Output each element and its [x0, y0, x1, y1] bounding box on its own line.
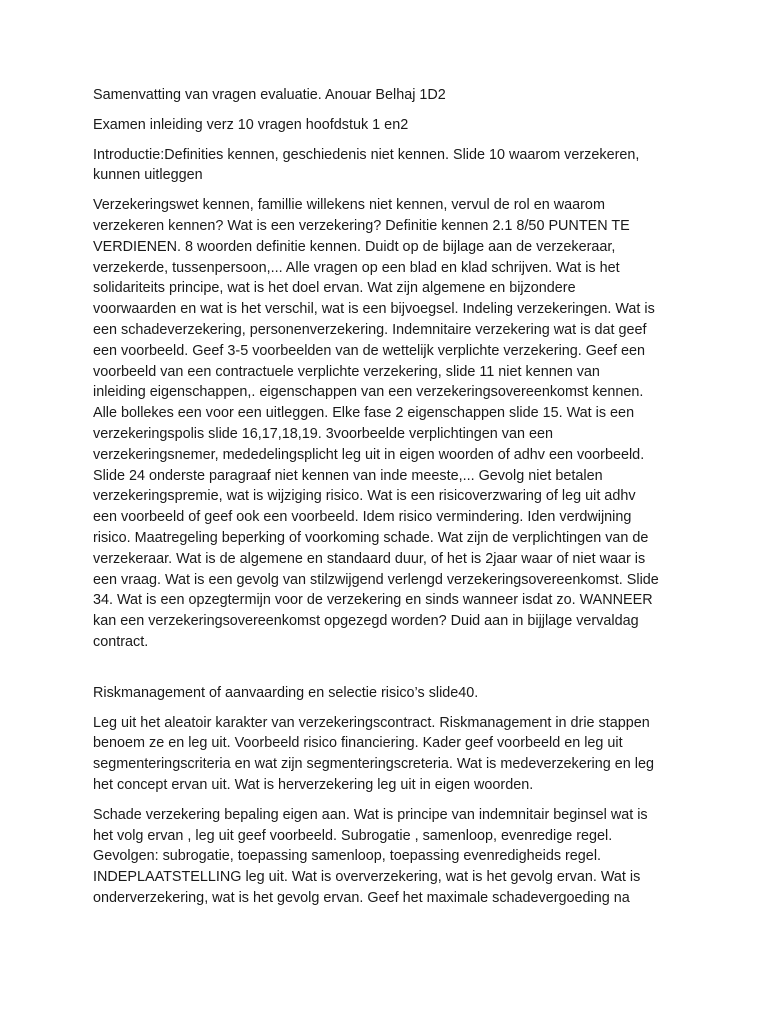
text-line: verzekeren kennen? Wat is een verzekering? Definitie kennen 2.1 8/50 PUNTEN TE [93, 217, 630, 234]
text-line: kan een verzekeringsovereenkomst opgezegd worden? Duid aan in bijjlage vervaldag [93, 613, 639, 630]
text-line: het volg ervan , leg uit geef voorbeeld. Subrogatie , samenloop, evenredige regel. [93, 827, 613, 844]
document-body [93, 85, 683, 918]
text-line: Verzekeringswet kennen, famillie willekens niet kennen, vervul de rol en waarom [93, 197, 605, 214]
text-line: benoem ze en leg uit. Voorbeeld risico financiering. Kader geef voorbeeld en leg uit [93, 735, 623, 752]
text-line: Riskmanagement of aanvaarding en selectie risico’s slide40. [93, 684, 479, 701]
text-line: Examen inleiding verz 10 vragen hoofdstuk 1 en2 [93, 116, 409, 133]
riskmanagement-heading [93, 683, 683, 704]
text-line: onderverzekering, wat is het gevolg ervan. Geef het maximale schadevergoeding na [93, 889, 630, 906]
text-line: voorwaarden en wat is het verschil, wat is een bijvoegsel. Indeling verzekeringen. Wat is [93, 301, 655, 318]
blank-line [93, 662, 683, 683]
aleatoir-paragraph [93, 713, 683, 796]
text-line: Schade verzekering bepaling eigen aan. Wat is principe van indemnitair beginsel wat is [93, 806, 648, 823]
document-title [93, 85, 683, 106]
text-line: Slide 24 onderste paragraaf niet kennen van inde meeste,... Gevolg niet betalen [93, 467, 603, 484]
text-line: 34. Wat is een opzegtermijn voor de verzekering en sinds wanneer isdat zo. WANNEER [93, 592, 653, 609]
text-line: het concept ervan uit. Wat is herverzekering leg uit in eigen woorden. [93, 776, 534, 793]
introduction-paragraph [93, 145, 683, 187]
text-line: voorbeeld van een contractuele verplichte verzekering, slide 11 niet kennen van [93, 363, 600, 380]
text-line: Introductie:Definities kennen, geschiedenis niet kennen. Slide 10 waarom verzekeren, [93, 146, 640, 163]
text-line: verzekerde, tussenpersoon,... Alle vragen op een blad en klad schrijven. Wat is het [93, 259, 620, 276]
text-line: Samenvatting van vragen evaluatie. Anouar Belhaj 1D2 [93, 87, 446, 103]
text-line: INDEPLAATSTELLING leg uit. Wat is oververzekering, wat is het gevolg ervan. Wat is [93, 869, 641, 886]
text-line: VERDIENEN. 8 woorden definitie kennen. Duidt op de bijlage aan de verzekeraar, [93, 238, 616, 255]
verzekeringswet-paragraph [93, 195, 683, 653]
text-line: een voorbeeld. Geef 3-5 voorbeelden van de wettelijk verplichte verzekering. Geef een [93, 342, 645, 359]
schadeverzekering-paragraph [93, 805, 683, 909]
text-line: kunnen uitleggen [93, 167, 203, 184]
text-line: verzekeraar. Wat is de algemene en standaard duur, of het is 2jaar waar of niet waar is [93, 550, 646, 567]
text-line: een vraag. Wat is een gevolg van stilzwijgend verlengd verzekeringsovereenkomst. Slide [93, 571, 659, 588]
text-line: Gevolgen: subrogatie, toepassing samenloop, toepassing evenredigheids regel. [93, 848, 602, 865]
text-line: verzekeringsnemer, mededelingsplicht leg uit in eigen woorden of adhv een voorbeeld. [93, 446, 645, 463]
text-line: segmenteringscriteria en wat zijn segmenteringscreteria. Wat is medeverzekering en leg [93, 756, 654, 773]
text-line: verzekeringspolis slide 16,17,18,19. 3voorbeelde verplichtingen van een [93, 425, 554, 442]
text-line: Alle bollekes een voor een uitleggen. Elke fase 2 eigenschappen slide 15. Wat is een [93, 405, 635, 422]
text-line: inleiding eigenschappen,. eigenschappen van een verzekeringsovereenkomst kennen. [93, 384, 644, 401]
exam-subtitle [93, 115, 683, 136]
text-line: solidariteits principe, wat is het doel ervan. Wat zijn algemene en bijzondere [93, 280, 576, 297]
text-line: een schadeverzekering, personenverzekering. Indemnitaire verzekering wat is dat geef [93, 321, 647, 338]
text-line: risico. Maatregeling beperking of voorkoming schade. Wat zijn de verplichtingen van de [93, 529, 649, 546]
text-line: Leg uit het aleatoir karakter van verzekeringscontract. Riskmanagement in drie stappen [93, 714, 650, 731]
text-line: verzekeringspremie, wat is wijziging risico. Wat is een risicoverzwaring of leg uit adhv [93, 488, 636, 505]
text-line: een voorbeeld of geef ook een voorbeeld. Idem risico vermindering. Iden verdwijning [93, 509, 632, 526]
text-line: contract. [93, 633, 149, 650]
